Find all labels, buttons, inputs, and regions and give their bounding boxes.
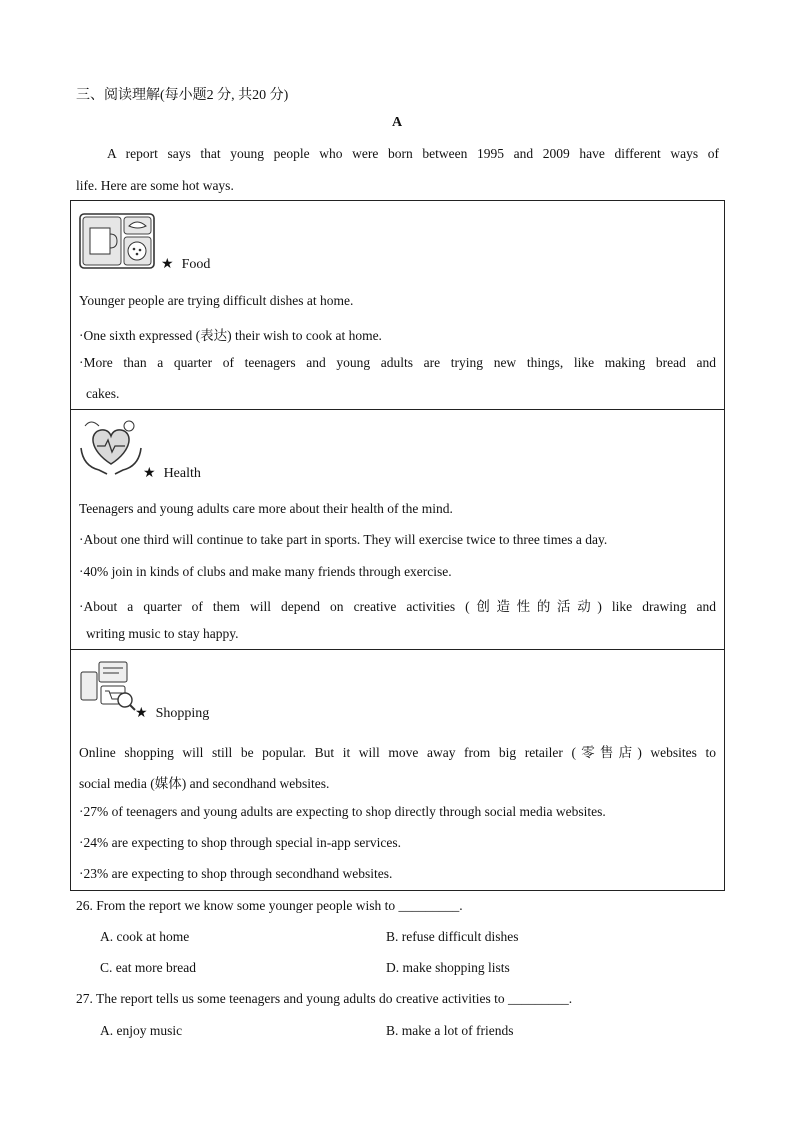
question-26-option-d[interactable]: D. make shopping lists bbox=[386, 960, 510, 975]
shopping-line-2: social media (媒体) and secondhand websites. bbox=[79, 776, 330, 791]
shopping-box bbox=[70, 649, 725, 891]
question-26-option-b[interactable]: B. refuse difficult dishes bbox=[386, 929, 519, 944]
food-line-2: ·One sixth expressed (表达) their wish to cook at home. bbox=[79, 328, 382, 343]
lunch-tray-icon bbox=[79, 213, 155, 269]
shopping-line-3: ·27% of teenagers and young adults are expecting to shop directly through social media websites. bbox=[79, 804, 606, 819]
shopping-line-4: ·24% are expecting to shop through special in-app services. bbox=[79, 835, 402, 850]
health-line-4: ·About a quarter of them will depend on creative activities (创造性的活动) like drawing and bbox=[79, 599, 716, 614]
food-box bbox=[70, 200, 725, 410]
shopping-line-5: ·23% are expecting to shop through secondhand websites. bbox=[79, 866, 393, 881]
food-heading: Food bbox=[181, 257, 211, 272]
question-27-option-a[interactable]: A. enjoy music bbox=[100, 1023, 183, 1038]
intro-line-1: A report says that young people who were born between 1995 and 2009 have different ways of bbox=[107, 146, 719, 161]
health-heading: Health bbox=[163, 466, 201, 481]
food-line-3: ·More than a quarter of teenagers and young adults are trying new things, like making bread and bbox=[79, 355, 716, 370]
food-line-1: Younger people are trying difficult dishes at home. bbox=[79, 293, 354, 308]
health-box bbox=[70, 409, 725, 650]
star-icon: ★ bbox=[143, 465, 156, 481]
health-line-5: writing music to stay happy. bbox=[86, 626, 239, 641]
health-line-3: ·40% join in kinds of clubs and make many friends through exercise. bbox=[79, 564, 452, 579]
star-icon: ★ bbox=[135, 705, 148, 721]
question-26-stem: 26. From the report we know some younger people wish to _________. bbox=[76, 898, 463, 913]
heart-hands-icon bbox=[79, 418, 143, 476]
question-27-stem: 27. The report tells us some teenagers and young adults do creative activities to _________. bbox=[76, 991, 573, 1006]
question-26-option-c[interactable]: C. eat more bread bbox=[100, 960, 196, 975]
section-title: 三、阅读理解(每小题2 分, 共20 分) bbox=[76, 88, 289, 103]
question-27-option-b[interactable]: B. make a lot of friends bbox=[386, 1023, 514, 1038]
health-line-1: Teenagers and young adults care more about their health of the mind. bbox=[79, 501, 453, 516]
food-line-4: cakes. bbox=[86, 386, 120, 401]
star-icon: ★ bbox=[161, 256, 174, 272]
shopping-line-1: Online shopping will still be popular. But it will move away from big retailer (零售店) websites to bbox=[79, 745, 716, 760]
online-shopping-icon bbox=[79, 660, 137, 712]
passage-title: A bbox=[391, 115, 403, 130]
health-line-2: ·About one third will continue to take part in sports. They will exercise twice to three times a day. bbox=[79, 532, 608, 547]
question-26-option-a[interactable]: A. cook at home bbox=[100, 929, 190, 944]
shopping-heading: Shopping bbox=[155, 706, 210, 721]
intro-line-2: life. Here are some hot ways. bbox=[76, 178, 234, 193]
